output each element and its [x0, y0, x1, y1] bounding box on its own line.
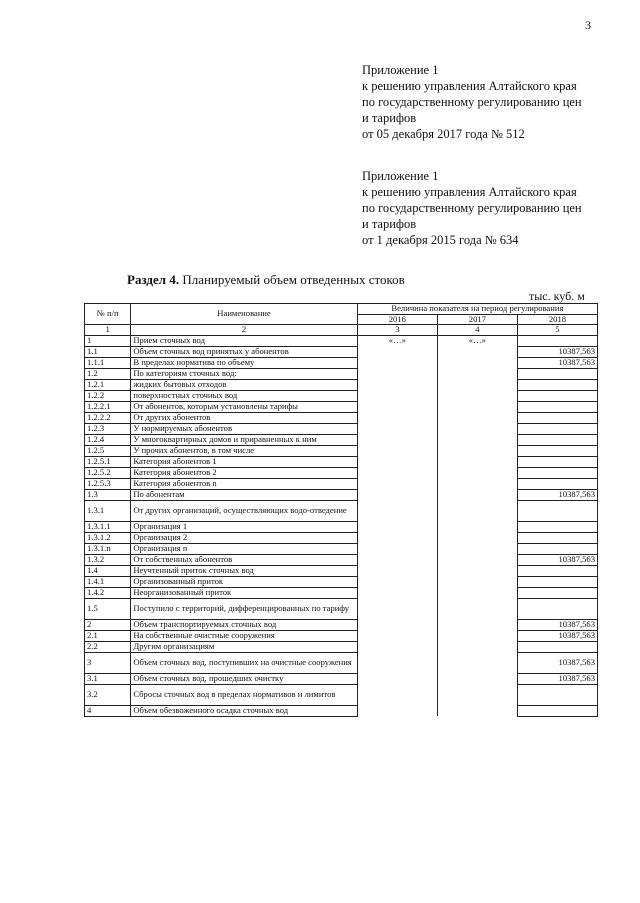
value-2017	[437, 390, 517, 401]
appendix-line: по государственному регулированию цен	[362, 201, 582, 215]
row-number: 1.4.1	[85, 576, 131, 587]
row-number: 3.2	[85, 684, 131, 705]
value-2016	[357, 456, 437, 467]
table-row	[85, 565, 598, 576]
value-2017	[437, 532, 517, 543]
value-2018	[517, 456, 597, 467]
table-row	[85, 598, 598, 619]
row-number: 1.2.2.2	[85, 412, 131, 423]
row-name: Неучтенный приток сточных вод	[131, 565, 357, 576]
value-2017	[437, 401, 517, 412]
value-2018: 10387,563	[517, 673, 597, 684]
row-number: 1.2.3	[85, 423, 131, 434]
value-2018: 10387,563	[517, 554, 597, 565]
table-row	[85, 379, 598, 390]
table-row	[85, 521, 598, 532]
value-2016	[357, 390, 437, 401]
value-2016	[357, 478, 437, 489]
table-row	[85, 456, 598, 467]
row-number: 1.2.4	[85, 434, 131, 445]
value-2018	[517, 412, 597, 423]
value-2017	[437, 587, 517, 598]
table-row	[85, 587, 598, 598]
value-2016	[357, 489, 437, 500]
row-number: 1.1	[85, 346, 131, 357]
table-row	[85, 423, 598, 434]
appendix-header-2017	[362, 62, 582, 142]
row-number: 1.3.1.n	[85, 543, 131, 554]
header-name: Наименование	[131, 304, 357, 325]
table-row	[85, 500, 598, 521]
value-2018	[517, 684, 597, 705]
value-2017	[437, 576, 517, 587]
header-period: Величина показателя на период регулирования	[357, 304, 597, 315]
value-2017	[437, 619, 517, 630]
row-name: У нормируемых абонентов	[131, 423, 357, 434]
value-2017	[437, 598, 517, 619]
table-row	[85, 641, 598, 652]
table-row	[85, 619, 598, 630]
table-body	[85, 335, 598, 716]
value-2018	[517, 401, 597, 412]
value-2016	[357, 598, 437, 619]
value-2016	[357, 434, 437, 445]
table-row	[85, 543, 598, 554]
appendix-line: и тарифов	[362, 111, 417, 125]
table-row	[85, 445, 598, 456]
value-2017	[437, 489, 517, 500]
row-number: 1.2.1	[85, 379, 131, 390]
value-2016	[357, 652, 437, 673]
value-2016	[357, 705, 437, 716]
value-2017	[437, 423, 517, 434]
value-2018	[517, 434, 597, 445]
value-2016	[357, 684, 437, 705]
value-2016	[357, 500, 437, 521]
col-number: 3	[357, 325, 437, 336]
value-2017	[437, 543, 517, 554]
row-name: Организация 1	[131, 521, 357, 532]
value-2018	[517, 641, 597, 652]
value-2016	[357, 673, 437, 684]
table-row	[85, 390, 598, 401]
row-number: 1.3.1	[85, 500, 131, 521]
value-2016	[357, 641, 437, 652]
appendix-line: Приложение 1	[362, 169, 439, 183]
value-2016	[357, 357, 437, 368]
row-name: Неорганизованный приток	[131, 587, 357, 598]
table-row	[85, 346, 598, 357]
value-2016	[357, 576, 437, 587]
row-name: Организация 2	[131, 532, 357, 543]
row-number: 2.2	[85, 641, 131, 652]
value-2016	[357, 379, 437, 390]
value-2018	[517, 543, 597, 554]
row-number: 1.2.5.1	[85, 456, 131, 467]
value-2018	[517, 598, 597, 619]
value-2018	[517, 467, 597, 478]
row-number: 3.1	[85, 673, 131, 684]
value-2016	[357, 445, 437, 456]
row-number: 1.4.2	[85, 587, 131, 598]
row-name: Объем сточных вод принятых у абонентов	[131, 346, 357, 357]
value-2016	[357, 412, 437, 423]
value-2016	[357, 619, 437, 630]
value-2018: 10387,563	[517, 357, 597, 368]
unit-label: тыс. куб. м	[529, 289, 585, 303]
value-2017	[437, 652, 517, 673]
value-2018: 10387,563	[517, 652, 597, 673]
row-name: В пределах норматива по объему	[131, 357, 357, 368]
table-row	[85, 434, 598, 445]
value-2018	[517, 335, 597, 346]
table-row	[85, 630, 598, 641]
value-2016: «…»	[357, 335, 437, 346]
value-2017	[437, 456, 517, 467]
row-number: 4	[85, 705, 131, 716]
value-2017	[437, 630, 517, 641]
row-number: 1.4	[85, 565, 131, 576]
value-2017	[437, 346, 517, 357]
row-name: У многоквартирных домов и приравненных к ним	[131, 434, 357, 445]
table-row	[85, 401, 598, 412]
value-2016	[357, 368, 437, 379]
row-number: 1.3.2	[85, 554, 131, 565]
row-number: 1.3	[85, 489, 131, 500]
table-row	[85, 684, 598, 705]
table-row	[85, 467, 598, 478]
value-2016	[357, 543, 437, 554]
row-number: 1.2.5	[85, 445, 131, 456]
table-row	[85, 532, 598, 543]
row-name: жидких бытовых отходов	[131, 379, 357, 390]
row-name: У прочих абонентов, в том числе	[131, 445, 357, 456]
row-name: поверхностных сточных вод	[131, 390, 357, 401]
row-number: 1.2.5.3	[85, 478, 131, 489]
table-row	[85, 576, 598, 587]
appendix-line: от 1 декабря 2015 года № 634	[362, 233, 519, 247]
table-row	[85, 335, 598, 346]
appendix-line: от 05 декабря 2017 года № 512	[362, 127, 525, 141]
col-number: 4	[437, 325, 517, 336]
row-number: 1.3.1.1	[85, 521, 131, 532]
row-number: 1.2	[85, 368, 131, 379]
value-2017	[437, 521, 517, 532]
value-2017	[437, 500, 517, 521]
section-title	[127, 272, 405, 288]
row-name: Категория абонентов n	[131, 478, 357, 489]
row-number: 2	[85, 619, 131, 630]
value-2018: 10387,563	[517, 630, 597, 641]
value-2018: 10387,563	[517, 346, 597, 357]
value-2018	[517, 705, 597, 716]
value-2016	[357, 532, 437, 543]
value-2017	[437, 434, 517, 445]
value-2016	[357, 565, 437, 576]
table-row	[85, 368, 598, 379]
header-num: № п/п	[85, 304, 131, 325]
row-name: Организация n	[131, 543, 357, 554]
row-name: Другим организациям	[131, 641, 357, 652]
value-2018	[517, 379, 597, 390]
page-number: 3	[585, 18, 591, 32]
table-row	[85, 478, 598, 489]
value-2016	[357, 346, 437, 357]
wastewater-volume-table	[84, 303, 598, 717]
appendix-line: по государственному регулированию цен	[362, 95, 582, 109]
row-name: Объем сточных вод, прошедших очистку	[131, 673, 357, 684]
value-2017	[437, 705, 517, 716]
value-2016	[357, 587, 437, 598]
value-2017	[437, 379, 517, 390]
row-number: 2.1	[85, 630, 131, 641]
value-2016	[357, 401, 437, 412]
value-2018	[517, 390, 597, 401]
col-number: 5	[517, 325, 597, 336]
value-2016	[357, 554, 437, 565]
value-2018	[517, 565, 597, 576]
value-2016	[357, 423, 437, 434]
value-2017	[437, 673, 517, 684]
row-number: 1.2.2.1	[85, 401, 131, 412]
value-2018	[517, 521, 597, 532]
value-2017	[437, 565, 517, 576]
value-2016	[357, 467, 437, 478]
value-2017	[437, 412, 517, 423]
row-name: От собственных абонентов	[131, 554, 357, 565]
value-2017	[437, 357, 517, 368]
table-row	[85, 412, 598, 423]
appendix-line: к решению управления Алтайского края	[362, 185, 577, 199]
value-2018	[517, 478, 597, 489]
row-name: Прием сточных вод	[131, 335, 357, 346]
row-number: 1.5	[85, 598, 131, 619]
header-year-2016: 2016	[357, 314, 437, 325]
row-name: Поступило с территорий, дифференцированных по тарифу	[131, 598, 357, 619]
row-name: Объем сточных вод, поступивших на очистные сооружения	[131, 652, 357, 673]
value-2018	[517, 445, 597, 456]
row-name: Объем транспортируемых сточных вод	[131, 619, 357, 630]
row-number: 1.2.2	[85, 390, 131, 401]
row-name: От абонентов, которым установлены тарифы	[131, 401, 357, 412]
header-year-2018: 2018	[517, 314, 597, 325]
value-2017	[437, 684, 517, 705]
table-row	[85, 489, 598, 500]
appendix-header-2015	[362, 168, 582, 248]
value-2018	[517, 368, 597, 379]
value-2018	[517, 532, 597, 543]
col-number: 2	[131, 325, 357, 336]
row-name: Объем обезвоженного осадка сточных вод	[131, 705, 357, 716]
row-number: 1.3.1.2	[85, 532, 131, 543]
table-row	[85, 357, 598, 368]
value-2016	[357, 630, 437, 641]
value-2018	[517, 576, 597, 587]
table-row	[85, 705, 598, 716]
row-name: Категория абонентов 2	[131, 467, 357, 478]
row-number: 3	[85, 652, 131, 673]
row-name: От других организаций, осуществляющих водо-отведение	[131, 500, 357, 521]
value-2018: 10387,563	[517, 489, 597, 500]
row-name: По абонентам	[131, 489, 357, 500]
row-name: На собственные очистные сооружения	[131, 630, 357, 641]
value-2018	[517, 423, 597, 434]
row-number: 1.2.5.2	[85, 467, 131, 478]
header-year-2017: 2017	[437, 314, 517, 325]
section-number: Раздел 4.	[127, 272, 180, 287]
value-2017	[437, 641, 517, 652]
value-2016	[357, 521, 437, 532]
value-2017	[437, 478, 517, 489]
row-name: Организованный приток	[131, 576, 357, 587]
value-2018: 10387,563	[517, 619, 597, 630]
appendix-line: к решению управления Алтайского края	[362, 79, 577, 93]
table-row	[85, 652, 598, 673]
row-number: 1	[85, 335, 131, 346]
value-2017	[437, 445, 517, 456]
appendix-line: и тарифов	[362, 217, 417, 231]
value-2017: «…»	[437, 335, 517, 346]
row-name: Категория абонентов 1	[131, 456, 357, 467]
table-row	[85, 554, 598, 565]
appendix-line: Приложение 1	[362, 63, 439, 77]
section-name: Планируемый объем отведенных стоков	[182, 272, 405, 287]
value-2017	[437, 467, 517, 478]
value-2017	[437, 554, 517, 565]
row-name: По категориям сточных вод:	[131, 368, 357, 379]
row-name: Сбросы сточных вод в пределах нормативов и лимитов	[131, 684, 357, 705]
value-2018	[517, 587, 597, 598]
table-row	[85, 673, 598, 684]
row-name: От других абонентов	[131, 412, 357, 423]
value-2017	[437, 368, 517, 379]
row-number: 1.1.1	[85, 357, 131, 368]
value-2018	[517, 500, 597, 521]
col-number: 1	[85, 325, 131, 336]
